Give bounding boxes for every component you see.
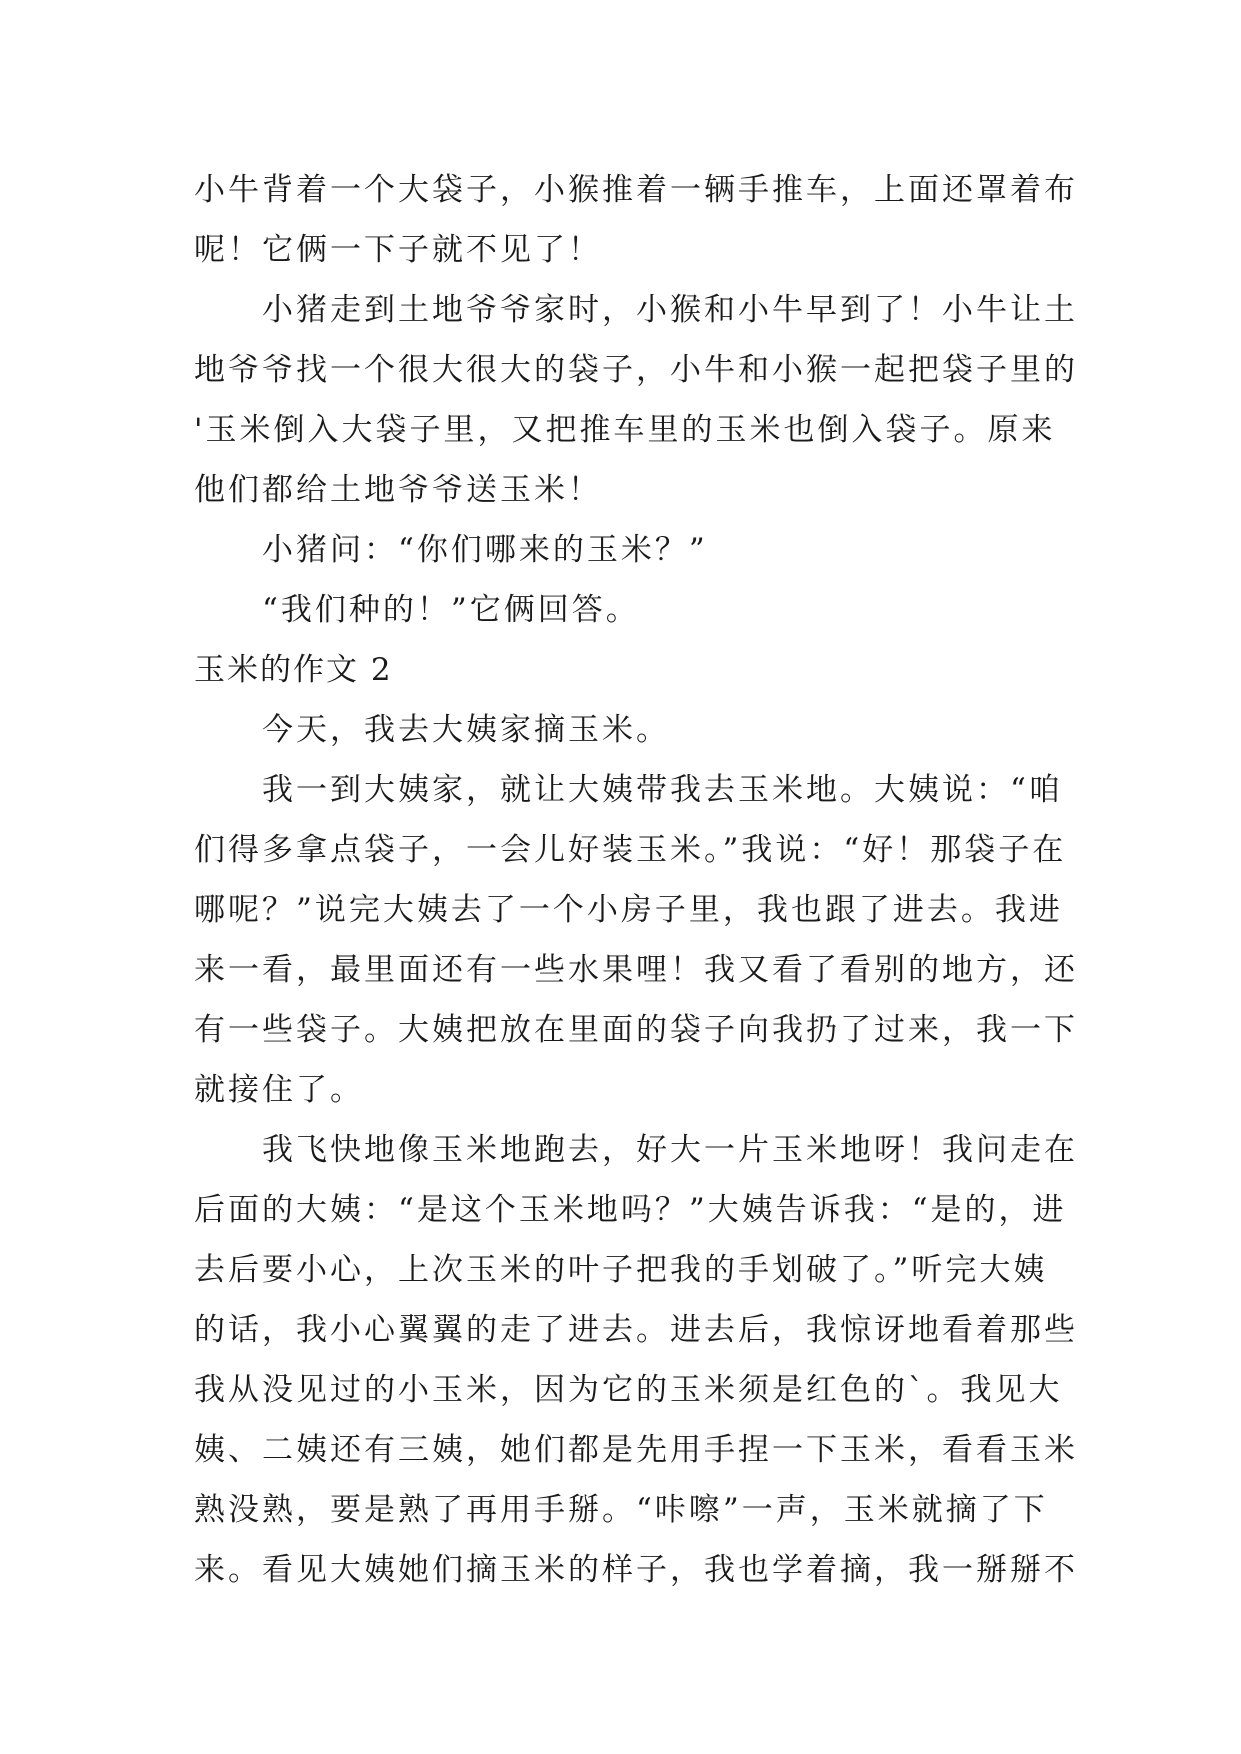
paragraph-start-line: 我飞快地像玉米地跑去，好大一片玉米地呀！我问走在 bbox=[262, 1132, 1078, 1168]
text-line: 后面的大姨：“是这个玉米地吗？”大姨告诉我：“是的，进 bbox=[194, 1192, 1067, 1228]
text-line: 的话，我小心翼翼的走了进去。进去后，我惊讶地看着那些 bbox=[194, 1312, 1078, 1348]
text-line: 来。看见大姨她们摘玉米的样子，我也学着摘，我一掰掰不 bbox=[194, 1552, 1078, 1588]
paragraph-start-line: 小猪走到土地爷爷家时，小猴和小牛早到了！小牛让土 bbox=[262, 292, 1078, 328]
text-line: 熟没熟，要是熟了再用手掰。“咔嚓”一声，玉米就摘了下 bbox=[194, 1492, 1048, 1528]
text-line: 他们都给土地爷爷送玉米！ bbox=[194, 472, 602, 508]
text-line: 呢！它俩一下子就不见了！ bbox=[194, 232, 602, 268]
text-line: 哪呢？”说完大姨去了一个小房子里，我也跟了进去。我进 bbox=[194, 892, 1063, 928]
paragraph-start-line: “我们种的！”它俩回答。 bbox=[262, 592, 640, 628]
text-line: 小牛背着一个大袋子，小猴推着一辆手推车，上面还罩着布 bbox=[194, 172, 1078, 208]
text-line: 姨、二姨还有三姨，她们都是先用手捏一下玉米，看看玉米 bbox=[194, 1432, 1078, 1468]
section-heading: 玉米的作文 2 bbox=[194, 652, 393, 688]
text-line: 们得多拿点袋子，一会儿好装玉米。”我说：“好！那袋子在 bbox=[194, 832, 1067, 868]
text-line: 我从没见过的小玉米，因为它的玉米须是红色的`。我见大 bbox=[194, 1372, 1063, 1408]
paragraph-start-line: 小猪问：“你们哪来的玉米？” bbox=[262, 532, 708, 568]
text-line: 就接住了。 bbox=[194, 1072, 364, 1108]
text-line: '玉米倒入大袋子里，又把推车里的玉米也倒入袋子。原来 bbox=[194, 412, 1056, 448]
document-body bbox=[194, 160, 1078, 1600]
paragraph-start-line: 今天，我去大姨家摘玉米。 bbox=[262, 712, 670, 748]
text-line: 来一看，最里面还有一些水果哩！我又看了看别的地方，还 bbox=[194, 952, 1078, 988]
text-line: 去后要小心，上次玉米的叶子把我的手划破了。”听完大姨 bbox=[194, 1252, 1048, 1288]
text-line: 有一些袋子。大姨把放在里面的袋子向我扔了过来，我一下 bbox=[194, 1012, 1078, 1048]
text-line: 地爷爷找一个很大很大的袋子，小牛和小猴一起把袋子里的 bbox=[194, 352, 1078, 388]
paragraph-start-line: 我一到大姨家，就让大姨带我去玉米地。大姨说：“咱 bbox=[262, 772, 1063, 808]
